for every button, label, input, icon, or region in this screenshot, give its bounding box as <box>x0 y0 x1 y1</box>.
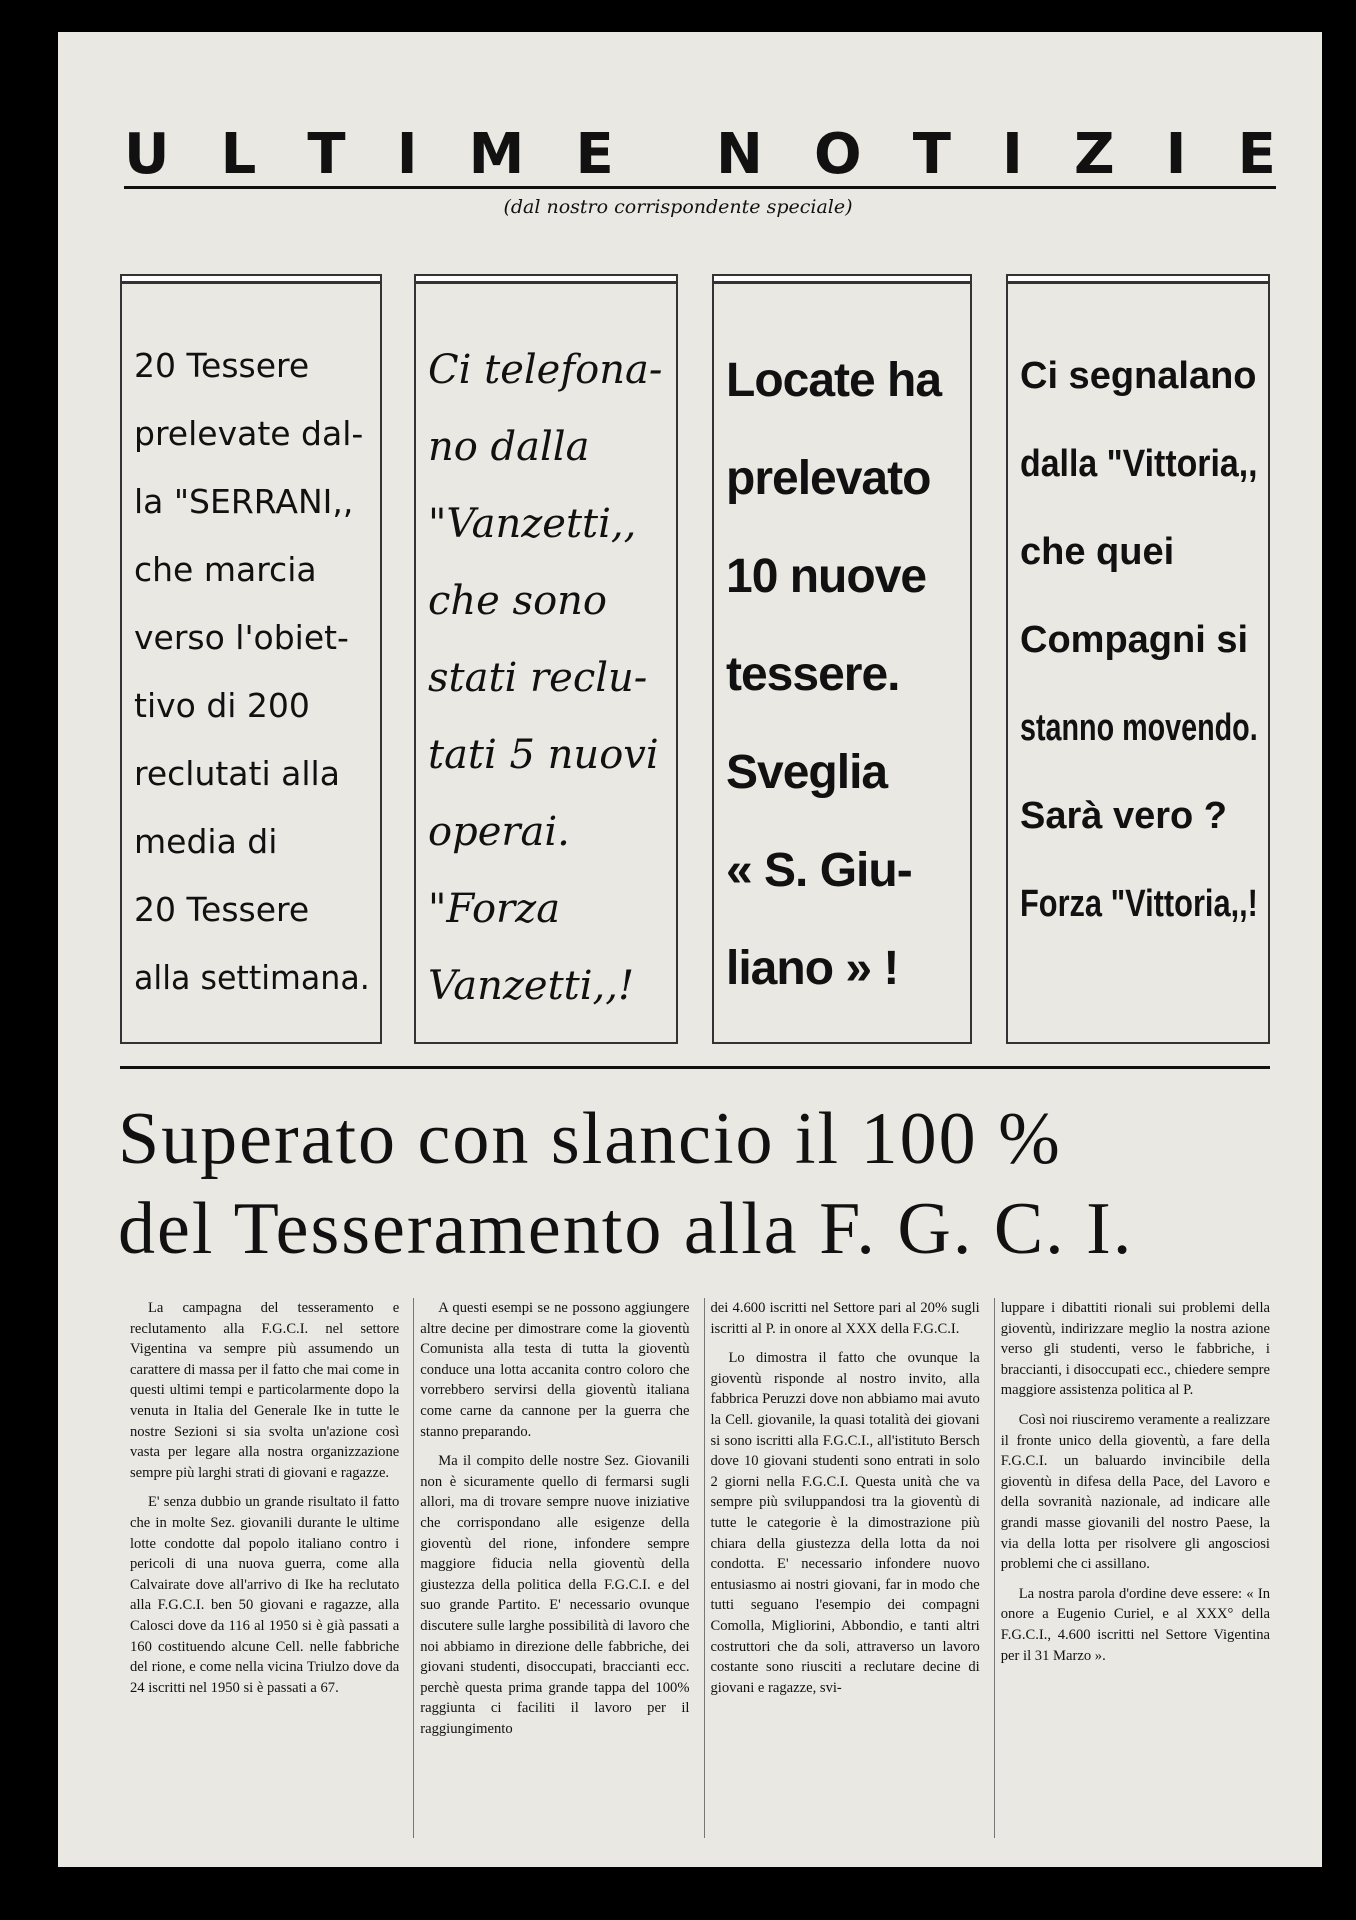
box-line: tati 5 nuovi <box>428 732 659 778</box>
box-line: 20 Tessere <box>134 890 310 929</box>
box-line: no dalla <box>428 424 590 470</box>
article-paragraph: E' senza dubbio un grande risultato il fatto che in molte Sez. giovanili durante le ultime lotte condotte dal popolo italiano contro i pericoli di una nuova guerra, come alla Calvairate dove all'arrivo di Ike ha reclutato alla F.G.C.I. ben 50 giovani e ragazze, alla Calosci dove da 116 al 1950 si è già passati a 160 costituendo alcune Cell. nelle fabbriche del rione, e come nella vicina Triulzo dove da 24 iscritti nel 1950 si è passati a 67. <box>130 1494 400 1696</box>
box-line: Ci telefona- <box>428 347 663 393</box>
box-line: operai. <box>428 809 570 855</box>
article-paragraph: Lo dimostra il fatto che ovunque la gioventù risponde al nostro invito, alla fabbrica Peruzzi dove non abbiamo mai avuto la Cell. giovanile, la quasi totalità dei giovani si sono iscritti alla F.G.C.I., all'istituto Bersch dove 10 giovani studenti sono entrati in solo 2 giorni nella F.G.C.I. Questa unità che va sempre più sviluppandosi tra la gioventù di tutte le categorie è la dimostrazione più chiara della giustezza della lotta da noi condotta. E' necessario infondere nuovo entusiasmo ai nostri giovani, far in modo che tutti seguano l'esempio dei compagni Comolla, Migliorini, Abbondio, e tanti altri costruttori che da soli, attraverso un lavoro costante sono riusciti a reclutare decine di giovani e ragazze, svi- <box>710 1350 980 1696</box>
main-headline <box>118 1094 1278 1274</box>
box-line: la "SERRANI,, <box>134 482 354 521</box>
box-line: media di <box>134 822 278 861</box>
box-line: "Vanzetti,, <box>428 501 637 547</box>
headline-line: Superato con slancio il 100 % <box>118 1098 1062 1180</box>
header-letter: I <box>1165 121 1187 187</box>
box-line: 20 Tessere <box>134 346 310 385</box>
header-letter: Z <box>1073 121 1115 187</box>
box-line: liano » ! <box>726 942 899 995</box>
article-paragraph: luppare i dibattiti rionali sui problemi della gioventù, indirizzare meglio la nostra azione verso gli studenti, verso le fabbriche, i braccianti, i disoccupati ecc., chiedere sempre maggiore assistenza politica al P. <box>1000 1300 1270 1399</box>
header-letter: E <box>1237 121 1276 187</box>
box-line: reclutati alla <box>134 754 340 793</box>
news-box-locate <box>712 274 972 1044</box>
box-line: Sarà vero ? <box>1020 795 1227 837</box>
box-line: che quei <box>1020 531 1175 573</box>
box-line: tessere. <box>726 648 900 701</box>
news-box-vanzetti <box>414 274 678 1044</box>
box-line: "Forza <box>428 886 561 932</box>
header-letter: I <box>1002 121 1023 187</box>
box-line: 10 nuove <box>726 550 927 603</box>
article-paragraph: La nostra parola d'ordine deve essere: « In onore a Eugenio Curiel, e al XXX° della F.G.C.I., 4.600 iscritti nel Settore Vigentina per il 31 Marzo ». <box>1000 1585 1270 1664</box>
box-line: alla settimana. <box>134 958 370 997</box>
box-line: Locate ha <box>726 354 942 407</box>
box-line: « S. Giu- <box>726 844 912 897</box>
box-line: Compagni si <box>1020 619 1249 661</box>
box-line: che marcia <box>134 550 317 589</box>
article-column <box>704 1298 980 1838</box>
article-column <box>413 1298 689 1838</box>
box-line: che sono <box>428 578 608 624</box>
section-header <box>124 121 1276 187</box>
box-line: Forza "Vittoria,,! <box>1020 883 1258 925</box>
header-letter: O <box>813 121 862 187</box>
box-line: dalla "Vittoria,, <box>1020 443 1258 485</box>
box-line: verso l'obiet- <box>134 618 349 657</box>
box-line: Sveglia <box>726 746 888 799</box>
news-box-vittoria <box>1006 274 1270 1044</box>
header-letter: U <box>124 121 170 187</box>
box-line: Vanzetti,,! <box>428 963 635 1009</box>
box-line: stanno movendo. <box>1020 707 1258 749</box>
header-letter: T <box>912 121 951 187</box>
box-line: Ci segnalano <box>1020 355 1257 397</box>
article-paragraph: dei 4.600 iscritti nel Settore pari al 20% sugli iscritti al P. in onore al XXX della F.G.C.I. <box>710 1300 980 1337</box>
article-paragraph: Così noi riusciremo veramente a realizzare il fronte unico della gioventù, a fare della F.G.C.I. un baluardo invincibile della gioventù in difesa della Pace, del Lavoro e della sovranità nazionale, ad indicare alle grandi masse giovanili del nostro Paese, la via della lotta per risolvere gli angosciosi problemi che ci assillano. <box>1000 1411 1270 1573</box>
headline-line: del Tesseramento alla F. G. C. I. <box>118 1188 1134 1270</box>
section-rule <box>120 1066 1270 1069</box>
header-letter: M <box>468 121 525 187</box>
header-letter: E <box>575 121 614 187</box>
header-rule <box>124 186 1276 189</box>
header-letter: N <box>715 121 763 187</box>
header-letter: L <box>220 121 257 187</box>
article-paragraph: Ma il compito delle nostre Sez. Giovanili non è sicuramente quello di fermarsi sugli allori, ma di trovare sempre nuove iniziative che corrispondano alle esigenze della gioventù del rione, infondere sempre maggiore fiducia nella gioventù della giustezza della politica della F.G.C.I. e del suo grande Partito. E' necessario ovunque discutere sulle larghe possibilità di lavoro che noi abbiamo in direzione delle fabbriche, dei giovani studenti, disoccupati, braccianti ecc. perchè questa prima grande tappa del 100% raggiunta ci faciliti il lavoro per il raggiungimento <box>420 1453 690 1737</box>
header-subtitle: (dal nostro corrispondente speciale) <box>503 196 853 218</box>
box-line: tivo di 200 <box>134 686 310 725</box>
box-line: prelevato <box>726 452 931 505</box>
news-box-serrani <box>120 274 382 1044</box>
article-column <box>994 1298 1270 1838</box>
article-paragraph: La campagna del tesseramento e reclutamento alla F.G.C.I. nel settore Vigentina va sempre più assumendo un carattere di massa per il fatto che mai come in questi ultimi tempi e particolarmente dopo la venuta in Italia del Generale Ike in tutte le nostre Sezioni si sia svolta un'azione così vasta per legare alla nostra organizzazione sempre più larghi strati di giovani e ragazze. <box>130 1300 400 1481</box>
header-letter: I <box>396 121 418 187</box>
article-column <box>130 1298 399 1838</box>
header-letter: T <box>307 121 346 187</box>
article-paragraph: A questi esempi se ne possono aggiungere altre decine per dimostrare come la gioventù Comunista alla testa di tutta la gioventù conduce una lotta accanita contro coloro che vorrebbero servirsi della gioventù italiana come carne da cannone per la guerra che stanno preparando. <box>420 1300 690 1440</box>
article-body <box>130 1298 1270 1838</box>
box-line: prelevate dal- <box>134 414 364 453</box>
box-line: stati reclu- <box>428 655 648 701</box>
